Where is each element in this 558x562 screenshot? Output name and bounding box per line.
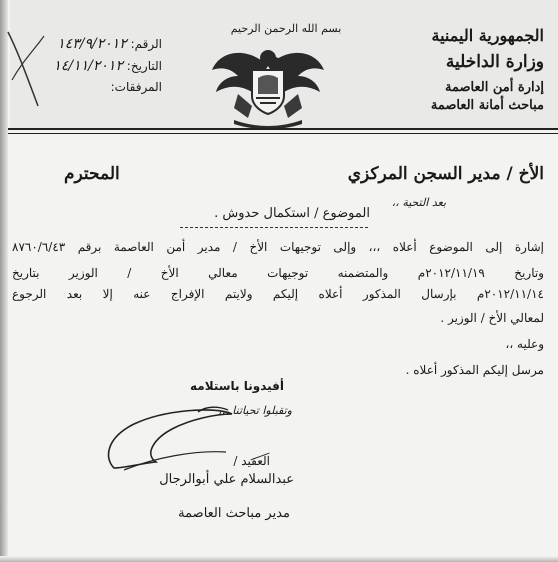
letterhead-rule-thin	[8, 133, 558, 134]
subject-line: الموضوع / استكمال حدوش .	[214, 206, 370, 221]
reference-date	[12, 58, 162, 74]
body-line: إشارة إلى الموضوع أعلاه ،،، وإلى توجيهات الأخ / مدير أمن العاصمة برقم ٨٧٦٠/٦/٤٣	[12, 240, 544, 254]
closing-regards: وتقبلوا تحياتنا ،،،	[218, 404, 292, 417]
respected-title: المحترم	[64, 164, 120, 184]
reference-date-value: ١٤/١١/٢٠١٢	[53, 58, 123, 74]
body-line: وتاريخ ٢٠١٢/١١/١٩م والمتضمنه توجيهات معالي الأخ / الوزير بتاريخ	[12, 266, 544, 280]
letterhead-republic: الجمهورية اليمنية	[431, 26, 544, 45]
reference-attachments	[12, 80, 162, 94]
body-line: ٢٠١٢/١١/١٤م بإرسال المذكور أعلاه إليكم ولايتم الإفراج عنه إلا بعد الرجوع	[12, 287, 544, 301]
closing-request: أفيدونا باستلامه	[190, 379, 284, 393]
letterhead-department: إدارة أمن العاصمة	[445, 80, 544, 95]
letterhead-ministry: وزارة الداخلية	[445, 52, 544, 72]
letterhead-rule	[8, 128, 558, 130]
addressee: الأخ / مدير السجن المركزي	[347, 164, 544, 184]
national-emblem-icon	[208, 36, 328, 128]
reference-number-value: ١٤٣/٩/٢٠١٢	[57, 36, 127, 52]
scan-edge-bottom	[0, 556, 558, 562]
reference-attachments-label: المرفقات:	[110, 80, 162, 94]
reference-number-label: الرقم:	[130, 37, 162, 51]
signatory-name: عبدالسلام علي أبوالرجال	[159, 472, 294, 487]
greeting: بعد التحية ،،	[391, 196, 446, 209]
body-line: مرسل إليكم المذكور أعلاه .	[405, 363, 544, 377]
body-line: لمعالي الأخ / الوزير .	[440, 311, 544, 325]
body-line: وعليه ،،	[505, 337, 544, 351]
bismillah-text: بسم الله الرحمن الرحيم	[230, 22, 342, 35]
signatory-rank: العقيد /	[233, 454, 270, 468]
reference-date-label: التاريخ:	[126, 59, 162, 73]
subject-underline	[180, 227, 368, 228]
letterhead-division: مباحث أمانة العاصمة	[430, 98, 544, 113]
reference-number	[12, 36, 162, 52]
signatory-title: مدير مباحث العاصمة	[178, 506, 290, 521]
